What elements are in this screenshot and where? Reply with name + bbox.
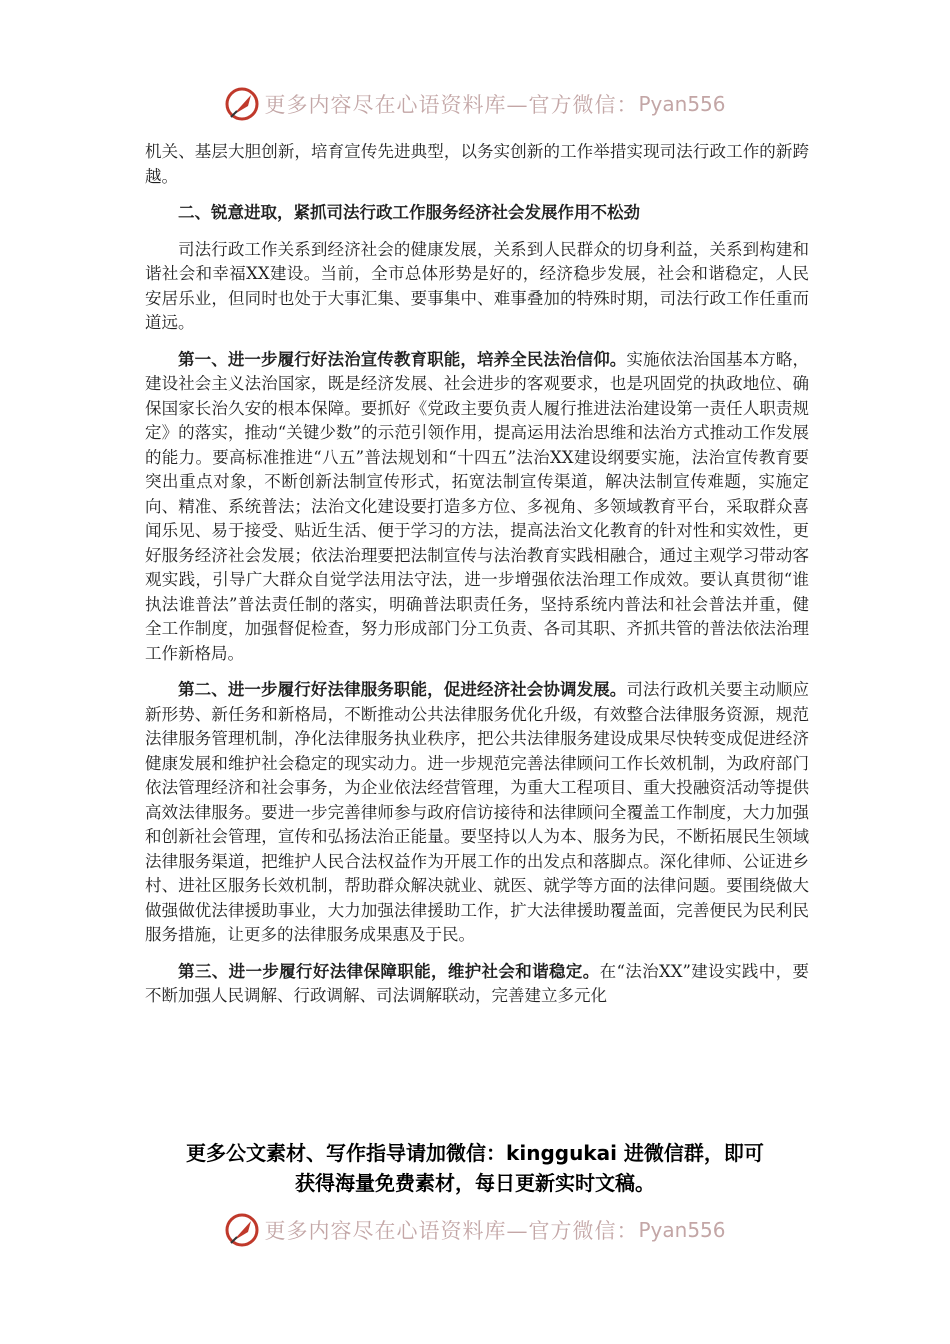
watermark-wechat-id: Pyan556 <box>638 92 726 116</box>
promo-banner <box>110 1138 840 1198</box>
quill-logo-icon <box>224 86 260 122</box>
paragraph-continuation: 机关、基层大胆创新，培育宣传先进典型，以务实创新的工作举措实现司法行政工作的新跨越。 <box>145 142 809 186</box>
watermark-text: 更多内容尽在心语资料库—官方微信： <box>264 93 639 117</box>
watermark-footer <box>0 1208 950 1252</box>
quill-logo-icon <box>224 1212 260 1248</box>
paragraph-second <box>145 678 809 948</box>
watermark-wechat-id: Pyan556 <box>638 1218 726 1242</box>
paragraph-first-lead: 第一、进一步履行好法治宣传教育职能，培养全民法治信仰。 <box>178 349 627 369</box>
paragraph-third <box>145 960 809 1009</box>
watermark-text: 更多内容尽在心语资料库—官方微信： <box>264 1219 639 1243</box>
promo-line-2: 获得海量免费素材，每日更新实时文稿。 <box>295 1171 655 1195</box>
paragraph-first <box>145 348 809 667</box>
paragraph-first-text: 实施依法治国基本方略，建设社会主义法治国家，既是经济发展、社会进步的客观要求，也是巩固党的执政地位、确保国家长治久安的根本保障。要抓好《党政主要负责人履行推进法治建设第一责任人职责规定》的落实，推动“关键少数”的示范引领作用，提高运用法治思维和法治方式推动工作发展的能力。要高标准推进“八五”普法规划和“十四五”法治XX建设纲要实施，法治宣传教育要突出重点对象，不断创新法制宣传形式，拓宽法制宣传渠道，解决法制宣传难题，实施定向、精准、系统普法；法治文化建设要打造多方位、多视角、多领域教育平台，采取群众喜闻乐见、易于接受、贴近生活、便于学习的方法，提高法治文化教育的针对性和实效性，更好服务经济社会发展；依法治理要把法制宣传与法治教育实践相融合，通过主观学习带动客观实践，引导广大群众自觉学法用法守法，进一步增强依法治理工作成效。要认真贯彻“谁执法谁普法”普法责任制的落实，明确普法职责任务，坚持系统内普法和社会普法并重，健全工作制度，加强督促检查，努力形成部门分工负责、各司其职、齐抓共管的普法依法治理工作新格局。 <box>145 349 810 663</box>
promo-line-1: 更多公文素材、写作指导请加微信：kinggukai 进微信群，即可 <box>186 1141 764 1165</box>
paragraph-second-text: 司法行政机关要主动顺应新形势、新任务和新格局，不断推动公共法律服务优化升级，有效整合法律服务资源，规范法律服务管理机制，净化法律服务执业秩序，把公共法律服务建设成果尽快转变成促进经济健康发展和维护社会稳定的现实动力。进一步规范完善法律顾问工作长效机制，为政府部门依法管理经济和社会事务，为企业依法经营管理，为重大工程项目、重大投融资活动等提供高效法律服务。要进一步完善律师参与政府信访接待和法律顾问全覆盖工作制度，大力加强和创新社会管理，宣传和弘扬法治正能量。要坚持以人为本、服务为民，不断拓展民生领域法律服务渠道，把维护人民合法权益作为开展工作的出发点和落脚点。深化律师、公证进乡村、进社区服务长效机制，帮助群众解决就业、就医、就学等方面的法律问题。要围绕做大做强做优法律援助事业，大力加强法律援助工作，扩大法律援助覆盖面，完善便民为民利民服务措施，让更多的法律服务成果惠及于民。 <box>145 680 810 944</box>
paragraph-third-text: 在“法治XX”建设实践中，要不断加强人民调解、行政调解、司法调解联动，完善建立多元化 <box>145 961 809 1005</box>
watermark-header <box>0 82 950 126</box>
section-heading: 二、锐意进取，紧抓司法行政工作服务经济社会发展作用不松劲 <box>178 203 640 222</box>
paragraph-intro: 司法行政工作关系到经济社会的健康发展，关系到人民群众的切身利益，关系到构建和谐社会和幸福XX建设。当前，全市总体形势是好的，经济稳步发展，社会和谐稳定，人民安居乐业，但同时也处于大事汇集、要事集中、难事叠加的特殊时期，司法行政工作任重而道远。 <box>145 239 809 332</box>
paragraph-third-lead: 第三、进一步履行好法律保障职能，维护社会和谐稳定。 <box>178 961 600 981</box>
paragraph-second-lead: 第二、进一步履行好法律服务职能，促进经济社会协调发展。 <box>178 680 627 699</box>
document-body <box>145 140 809 1021</box>
